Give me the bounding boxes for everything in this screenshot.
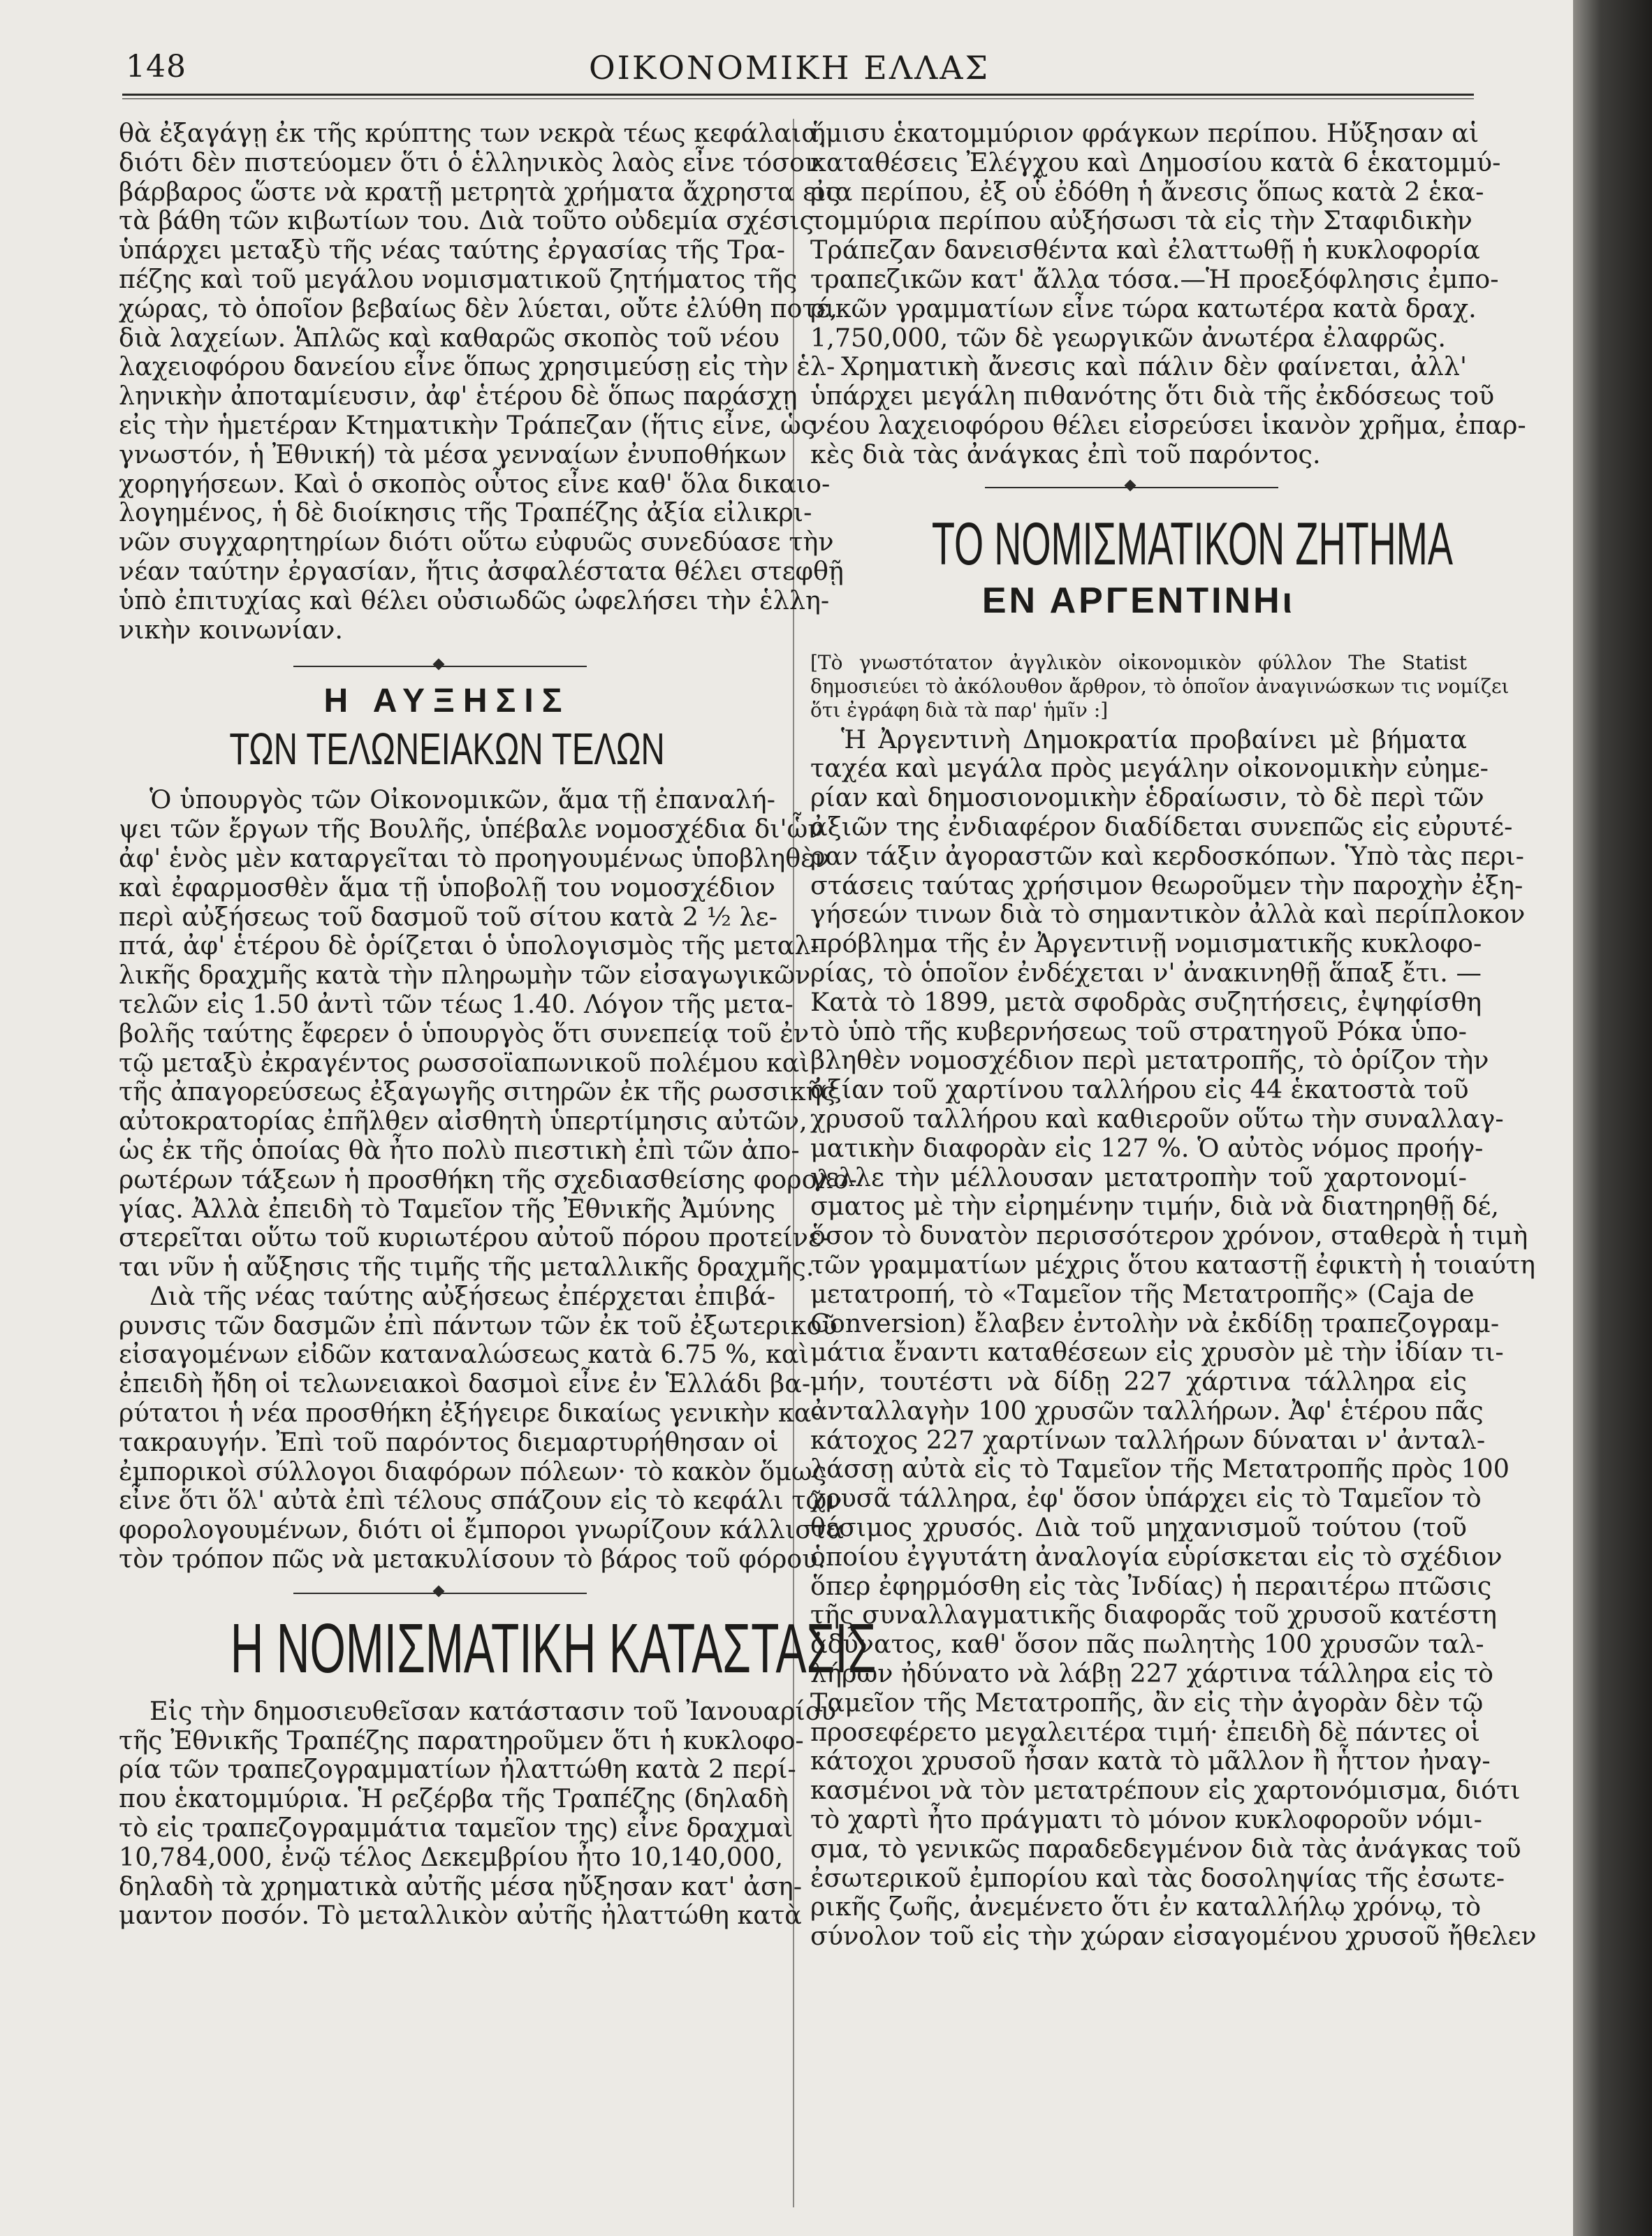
text-line: τὸ ὑπὸ τῆς κυβερνήσεως τοῦ στρατηγοῦ Ρόκα ὑπο- bbox=[810, 1016, 1467, 1046]
section-title-auxisis: Η ΑΥΞΗΣΙΣ bbox=[323, 682, 571, 720]
text-line: Ἡ Ἀργεντινὴ Δημοκρατία προβαίνει μὲ βήματα bbox=[841, 724, 1467, 754]
text-line: ὑπὸ ἐπιτυχίας καὶ θέλει οὐσιωδῶς ὠφελήσει τὴν ἑλλη- bbox=[119, 585, 830, 615]
text-line: νέαν ταύτην ἐργασίαν, ἥτις ἀσφαλέστατα θέλει στεφθῇ bbox=[119, 555, 844, 586]
text-line: ἀδύνατος, καθ' ὅσον πᾶς πωλητὴς 100 χρυσῶν ταλ- bbox=[810, 1629, 1484, 1660]
left-intro-paragraph bbox=[119, 118, 844, 645]
journal-title: ΟΙΚΟΝΟΜΙΚΗ ΕΛΛΑΣ bbox=[588, 49, 991, 87]
text-line: διὰ λαχείων. Ἁπλῶς καὶ καθαρῶς σκοπὸς τοῦ νέου bbox=[119, 322, 780, 353]
text-line: ματικὴν διαφορὰν εἰς 127 %. Ὁ αὐτὸς νόμος προήγ- bbox=[810, 1132, 1484, 1163]
text-line: ἀξίαν τοῦ χαρτίνου ταλλήρου εἰς 44 ἑκατοστὰ τοῦ bbox=[810, 1074, 1469, 1105]
section-title-wrap bbox=[119, 724, 775, 775]
text-line: θέσιμος χρυσός. Διὰ τοῦ μηχανισμοῦ τούτου (τοῦ bbox=[810, 1512, 1467, 1543]
text-line: τομμύρια περίπου αὐξήσωσι τὰ εἰς τὴν Σταφιδικὴν bbox=[810, 205, 1472, 236]
text-line: ρύτατοι ἡ νέα προσθήκη ἐξήγειρε δικαίως γενικὴν κα- bbox=[119, 1398, 820, 1428]
text-line: ὡς ἐκ τῆς ὁποίας θὰ ἦτο πολὺ πιεστικὴ ἐπὶ τῶν ἀπο- bbox=[119, 1134, 800, 1165]
text-line: τὸ χαρτὶ ἦτο πράγματι τὸ μόνον κυκλοφοροῦν νόμι- bbox=[810, 1804, 1482, 1835]
argentina-body bbox=[810, 724, 1537, 1952]
text-line: ἥμισυ ἑκατομμύριον φράγκων περίπου. Ηὔξησαν αἱ bbox=[810, 118, 1479, 148]
page-edge-shadow bbox=[1573, 0, 1652, 2236]
text-line: εἰς τὴν ἡμετέραν Κτηματικὴν Τράπεζαν (ἥτις εἶνε, ὡς bbox=[119, 409, 816, 440]
section-divider-ornament bbox=[119, 1581, 775, 1606]
monetary-paragraph bbox=[119, 1695, 836, 1931]
text-line: μετατροπή, τὸ «Ταμεῖον τῆς Μετατροπῆς» (Caja de bbox=[810, 1278, 1475, 1309]
text-line: χρυσοῦ ταλλήρου καὶ καθιεροῦν οὕτω τὴν συναλλαγ- bbox=[810, 1103, 1504, 1134]
text-line: ραν τάξιν ἀγοραστῶν καὶ κερδοσκόπων. Ὑπὸ τὰς περι- bbox=[810, 840, 1524, 871]
text-line: ληνικὴν ἀποταμίευσιν, ἀφ' ἑτέρου δὲ ὅπως παράσχῃ bbox=[119, 381, 798, 411]
section-subtitle-argentina: ΕΝ ΑΡΓΕΝΤΙΝΗι bbox=[981, 580, 1296, 621]
text-line: στάσεις ταύτας χρήσιμον θεωροῦμεν τὴν παροχὴν ἐξη- bbox=[810, 870, 1523, 900]
text-line: δηλαδὴ τὰ χρηματικὰ αὐτῆς μέσα ηὔξησαν κατ' ἀση- bbox=[119, 1871, 803, 1901]
text-line: χώρας, τὸ ὁποῖον βεβαίως δὲν λύεται, οὔτε ἐλύθη ποτέ, bbox=[119, 293, 838, 323]
header-rule bbox=[122, 94, 1474, 96]
text-line: τῆς συναλλαγματικῆς διαφορᾶς τοῦ χρυσοῦ κατέστη bbox=[810, 1600, 1497, 1630]
text-line: Χρηματικὴ ἄνεσις καὶ πάλιν δὲν φαίνεται, ἀλλ' bbox=[841, 351, 1467, 382]
text-line: καταθέσεις Ἐλέγχου καὶ Δημοσίου κατὰ 6 ἑκατομμύ- bbox=[810, 147, 1501, 177]
text-line: σύνολον τοῦ εἰς τὴν χώραν εἰσαγομένου χρυσοῦ ἤθελεν bbox=[810, 1921, 1537, 1952]
tariffs-paragraph-1 bbox=[119, 784, 858, 1283]
text-line: φορολογουμένων, διότι οἱ ἔμποροι γνωρίζουν κάλλιστα bbox=[119, 1514, 844, 1545]
text-line: νέου λαχειοφόρου θέλει εἰσρεύσει ἱκανὸν χρῆμα, ἐπαρ- bbox=[810, 409, 1526, 440]
text-line: τῷ μεταξὺ ἐκραγέντος ρωσσοϊαπωνικοῦ πολέμου καὶ bbox=[119, 1047, 810, 1078]
section-title-wrap bbox=[119, 1609, 877, 1688]
text-line: ὑπάρχει μεταξὺ τῆς νέας ταύτης ἐργασίας τῆς Τρα- bbox=[119, 235, 785, 265]
text-line: [Τὸ γνωστότατον ἀγγλικὸν οἰκονομικὸν φύλλον The Statist bbox=[810, 650, 1467, 674]
text-line: στερεῖται οὕτω τοῦ κυριωτέρου αὐτοῦ πόρου προτείνε- bbox=[119, 1222, 831, 1253]
text-line: Τράπεζαν δανεισθέντα καὶ ἐλαττωθῇ ἡ κυκλοφορία bbox=[810, 235, 1480, 265]
text-line: ὅτι ἐγράφη διὰ τὰ παρ' ἡμῖν :] bbox=[810, 698, 1109, 722]
text-line: που ἑκατομμύρια. Ἡ ρεζέρβα τῆς Τραπέζης (δηλαδὴ bbox=[119, 1783, 789, 1814]
text-line: τῆς ἀπαγορεύσεως ἐξαγωγῆς σιτηρῶν ἐκ τῆς ρωσσικῆς bbox=[119, 1076, 835, 1107]
running-header bbox=[105, 49, 1474, 91]
text-line: ἀφ' ἑνὸς μὲν καταργεῖται τὸ προηγουμένως ὑποβληθὲν bbox=[119, 842, 830, 873]
text-line: ἀνταλλαγὴν 100 χρυσῶν ταλλήρων. Ἀφ' ἑτέρου πᾶς bbox=[810, 1395, 1484, 1426]
section-divider-ornament bbox=[810, 475, 1467, 500]
section-title-telon: ΤΩΝ ΤΕΛΩΝΕΙΑΚΩΝ ΤΕΛΩΝ bbox=[229, 724, 665, 775]
text-line: κὲς διὰ τὰς ἀνάγκας ἐπὶ τοῦ παρόντος. bbox=[810, 439, 1321, 469]
text-line: τακραυγήν. Ἐπὶ τοῦ παρόντος διεμαρτυρήθησαν οἱ bbox=[119, 1426, 779, 1457]
text-line: ὅπερ ἐφηρμόσθη εἰς τὰς Ἰνδίας) ἡ περαιτέρω πτῶσις bbox=[810, 1570, 1492, 1601]
text-line: ὁποίου ἐγγυτάτη ἀναλογία εὑρίσκεται εἰς τὸ σχέδιον bbox=[810, 1541, 1503, 1572]
text-line: γνωστόν, ἡ Ἐθνική) τὰ μέσα γενναίων ἐνυποθήκων bbox=[119, 439, 787, 469]
text-line: ρικῶν γραμματίων εἶνε τώρα κατωτέρα κατὰ δραχ. bbox=[810, 293, 1477, 323]
text-line: τὸν τρόπον πῶς νὰ μετακυλίσουν τὸ βάρος τοῦ φόρου. bbox=[119, 1544, 826, 1574]
text-line: μήν, τουτέστι νὰ δίδῃ 227 χάρτινα τάλληρα εἰς bbox=[810, 1366, 1467, 1397]
text-line: Conversion) ἔλαβεν ἐντολὴν νὰ ἐκδίδῃ τραπεζογραμ- bbox=[810, 1308, 1500, 1338]
text-line: εἰσαγομένων εἰδῶν καταναλώσεως κατὰ 6.75 %, καὶ bbox=[119, 1339, 809, 1370]
text-line: λικῆς δραχμῆς κατὰ τὴν πληρωμὴν τῶν εἰσαγωγικῶν bbox=[119, 960, 811, 991]
text-line: λήρων ἠδύνατο νὰ λάβῃ 227 χάρτινα τάλληρα εἰς τὸ bbox=[810, 1658, 1493, 1689]
text-line: λάσσῃ αὐτὰ εἰς τὸ Ταμεῖον τῆς Μετατροπῆς πρὸς 100 bbox=[810, 1454, 1510, 1484]
section-title-nomismatiki: Η ΝΟΜΙΣΜΑΤΙΚΗ ΚΑΤΑΣΤΑΣΙΣ bbox=[230, 1609, 877, 1688]
right-intro-paragraph-2 bbox=[810, 351, 1526, 469]
text-line: ἐσωτερικοῦ ἐμπορίου καὶ τὰς δοσοληψίας τῆς ἐσωτε- bbox=[810, 1862, 1505, 1893]
text-line: νῶν συγχαρητηρίων διότι οὕτω εὐφυῶς συνεδύασε τὴν bbox=[119, 527, 834, 557]
text-line: μαντον ποσόν. Τὸ μεταλλικὸν αὐτῆς ἠλαττώθη κατὰ bbox=[119, 1900, 802, 1931]
left-column bbox=[119, 118, 877, 1931]
text-line: ρία τῶν τραπεζογραμματίων ἠλαττώθη κατὰ 2 περί- bbox=[119, 1754, 796, 1785]
text-line: ρωτέρων τάξεων ἡ προσθήκη τῆς σχεδιασθείσης φορολο- bbox=[119, 1164, 858, 1194]
text-line: γίας. Ἀλλὰ ἐπειδὴ τὸ Ταμεῖον τῆς Ἐθνικῆς Ἀμύνης bbox=[119, 1193, 775, 1224]
text-line: τραπεζικῶν κατ' ἄλλα τόσα.—Ἡ προεξόφλησις ἐμπο- bbox=[810, 263, 1499, 294]
right-column bbox=[810, 118, 1537, 1952]
text-line: γήσεών τινων διὰ τὸ σημαντικὸν ἀλλὰ καὶ περίπλοκον bbox=[810, 899, 1526, 930]
text-line: ται νῦν ἡ αὔξησις τῆς τιμῆς τῆς μεταλλικῆς δραχμῆς. bbox=[119, 1252, 814, 1283]
text-line: σματος μὲ τὴν εἰρημένην τιμήν, διὰ νὰ διατηρηθῇ δέ, bbox=[810, 1191, 1499, 1222]
page-number: 148 bbox=[126, 49, 187, 85]
text-line: καὶ ἐφαρμοσθὲν ἅμα τῇ ὑποβολῇ του νομοσχέδιον bbox=[119, 872, 775, 903]
text-line: βάρβαρος ὥστε νὰ κρατῇ μετρητὰ χρήματα ἄχρηστα εἰς bbox=[119, 176, 840, 207]
text-line: βολῆς ταύτης ἔφερεν ὁ ὑπουργὸς ὅτι συνεπείᾳ τοῦ ἐν bbox=[119, 1018, 810, 1048]
text-line: Ὁ ὑπουργὸς τῶν Οἰκονομικῶν, ἅμα τῇ ἐπαναλή- bbox=[149, 784, 775, 815]
text-line: ρίαν καὶ δημοσιονομικὴν ἑδραίωσιν, τὸ δὲ περὶ τῶν bbox=[810, 782, 1484, 813]
text-line: σμα, τὸ γενικῶς παραδεδεγμένον διὰ τὰς ἀνάγκας τοῦ bbox=[810, 1833, 1521, 1864]
text-line: πέζης καὶ τοῦ μεγάλου νομισματικοῦ ζητήματος τῆς bbox=[119, 263, 798, 294]
text-line: ψει τῶν ἔργων τῆς Βουλῆς, ὑπέβαλε νομοσχέδια δι'ὧν bbox=[119, 814, 824, 845]
text-line: τελῶν εἰς 1.50 ἀντὶ τῶν τέως 1.40. Λόγον τῆς μετα- bbox=[119, 988, 794, 1019]
text-line: ἐμπορικοὶ σύλλογοι διαφόρων πόλεων· τὸ κακὸν ὅμως bbox=[119, 1456, 827, 1486]
text-line: κάτοχος 227 χαρτίνων ταλλήρων δύναται ν' ἀνταλ- bbox=[810, 1424, 1486, 1455]
text-line: 10,784,000, ἐνῷ τέλος Δεκεμβρίου ἦτο 10,140,000, bbox=[119, 1841, 784, 1872]
text-line: ρυνσις τῶν δασμῶν ἐπὶ πάντων τῶν ἐκ τοῦ ἐξωτερικοῦ bbox=[119, 1310, 838, 1340]
text-line: θὰ ἐξαγάγῃ ἐκ τῆς κρύπτης των νεκρὰ τέως κεφάλαια, bbox=[119, 118, 827, 148]
text-line: Ταμεῖον τῆς Μετατροπῆς, ἂν εἰς τὴν ἀγορὰν δὲν τῷ bbox=[810, 1687, 1484, 1718]
text-line: ἀξιῶν της ἐνδιαφέρον διαδίδεται συνεπῶς εἰς εὐρυτέ- bbox=[810, 811, 1513, 842]
text-line: εἶνε ὅτι ὅλ' αὐτὰ ἐπὶ τέλους σπάζουν εἰς τὸ κεφάλι τῶν bbox=[119, 1485, 842, 1516]
text-line: γελλε τὴν μέλλουσαν μετατροπὴν τοῦ χαρτονομί- bbox=[810, 1162, 1467, 1192]
right-intro-paragraph bbox=[810, 118, 1501, 353]
text-line: λογημένος, ἡ δὲ διοίκησις τῆς Τραπέζης ἀξία εἰλικρι- bbox=[119, 497, 812, 528]
text-line: τῆς Ἐθνικῆς Τραπέζης παρατηροῦμεν ὅτι ἡ κυκλοφο- bbox=[119, 1725, 804, 1755]
text-line: Κατὰ τὸ 1899, μετὰ σφοδρὰς συζητήσεις, ἐψηφίσθη bbox=[810, 986, 1482, 1017]
text-line: μάτια ἔναντι καταθέσεων εἰς χρυσὸν μὲ τὴν ἰδίαν τι- bbox=[810, 1337, 1504, 1368]
text-line: βληθὲν νομοσχέδιον περὶ μετατροπῆς, τὸ ὁρίζον τὴν bbox=[810, 1045, 1489, 1076]
text-line: νικὴν κοινωνίαν. bbox=[119, 614, 343, 645]
text-line: πτά, ἀφ' ἑτέρου δὲ ὁρίζεται ὁ ὑπολογισμὸς τῆς μεταλ- bbox=[119, 930, 819, 961]
text-line: κασμένοι νὰ τὸν μετατρέπουν εἰς χαρτονόμισμα, διότι bbox=[810, 1775, 1521, 1806]
text-line: 1,750,000, τῶν δὲ γεωργικῶν ἀνωτέρα ἐλαφρῶς. bbox=[810, 322, 1446, 353]
text-line: Διὰ τῆς νέας ταύτης αὐξήσεως ἐπέρχεται ἐπιβά- bbox=[149, 1280, 776, 1311]
text-line: ἐπειδὴ ἤδη οἱ τελωνειακοὶ δασμοὶ εἶνε ἐν Ἑλλάδι βα- bbox=[119, 1368, 811, 1399]
text-line: τῶν γραμματίων μέχρις ὅτου καταστῇ ἐφικτὴ ἡ τοιαύτη bbox=[810, 1249, 1535, 1280]
text-line: τὸ εἰς τραπεζογραμμάτια ταμεῖον της) εἶνε δραχμαὶ bbox=[119, 1813, 794, 1843]
text-line: αὐτοκρατορίας ἐπῆλθεν αἰσθητὴ ὑπερτίμησις αὐτῶν, bbox=[119, 1106, 807, 1137]
section-title-zitima: ΤΟ ΝΟΜΙΣΜΑΤΙΚΟΝ ΖΗΤΗΜΑ bbox=[931, 510, 1454, 578]
tariffs-paragraph-2 bbox=[119, 1280, 844, 1574]
text-line: ρικῆς ζωῆς, ἀνεμένετο ὅτι ἐν καταλλήλῳ χρόνῳ, τὸ bbox=[810, 1892, 1482, 1922]
text-line: πρόβλημα τῆς ἐν Ἀργεντινῇ νομισματικῆς κυκλοφο- bbox=[810, 928, 1482, 959]
text-line: λαχειοφόρου δανείου εἶνε ὅπως χρησιμεύσῃ εἰς τὴν ἑλ- bbox=[119, 351, 835, 382]
text-line: ρίας, τὸ ὁποῖον ἐνδέχεται ν' ἀνακινηθῇ ἅπαξ ἔτι. — bbox=[810, 957, 1482, 988]
text-line: ταχέα καὶ μεγάλα πρὸς μεγάλην οἰκονομικὴν εὐημε- bbox=[810, 753, 1489, 784]
text-line: δημοσιεύει τὸ ἀκόλουθον ἄρθρον, τὸ ὁποῖον ἀναγινώσκων τις νομίζει bbox=[810, 674, 1510, 698]
text-line: κάτοχοι χρυσοῦ ἦσαν κατὰ τὸ μᾶλλον ἢ ἧττον ἠναγ- bbox=[810, 1746, 1491, 1776]
text-line: χορηγήσεων. Καὶ ὁ σκοπὸς οὗτος εἶνε καθ' ὅλα δικαιο- bbox=[119, 468, 831, 499]
text-line: ὑπάρχει μεγάλη πιθανότης ὅτι διὰ τῆς ἐκδόσεως τοῦ bbox=[810, 381, 1495, 411]
text-line: ὅσον τὸ δυνατὸν περισσότερον χρόνον, σταθερὰ ἡ τιμὴ bbox=[810, 1220, 1528, 1251]
text-line: Εἰς τὴν δημοσιευθεῖσαν κατάστασιν τοῦ Ἰανουαρίου bbox=[149, 1695, 836, 1726]
section-title-wrap bbox=[810, 511, 1467, 578]
editor-note bbox=[810, 650, 1510, 722]
text-line: ρια περίπου, ἐξ οὗ ἐδόθη ἡ ἄνεσις ὅπως κατὰ 2 ἑκα- bbox=[810, 176, 1484, 207]
text-line: περὶ αὐξήσεως τοῦ δασμοῦ τοῦ σίτου κατὰ 2 ½ λε- bbox=[119, 901, 777, 932]
text-line: τὰ βάθη τῶν κιβωτίων του. Διὰ τοῦτο οὐδεμία σχέσις bbox=[119, 205, 814, 236]
text-line: διότι δὲν πιστεύομεν ὅτι ὁ ἑλληνικὸς λαὸς εἶνε τόσον bbox=[119, 147, 821, 177]
text-line: χρυσᾶ τάλληρα, ἐφ' ὅσον ὑπάρχει εἰς τὸ Ταμεῖον τὸ bbox=[810, 1483, 1482, 1514]
header-rule-thin bbox=[122, 98, 1474, 99]
text-line: προσεφέρετο μεγαλειτέρα τιμή· ἐπειδὴ δὲ πάντες οἱ bbox=[810, 1716, 1481, 1747]
section-divider-ornament bbox=[119, 654, 775, 679]
